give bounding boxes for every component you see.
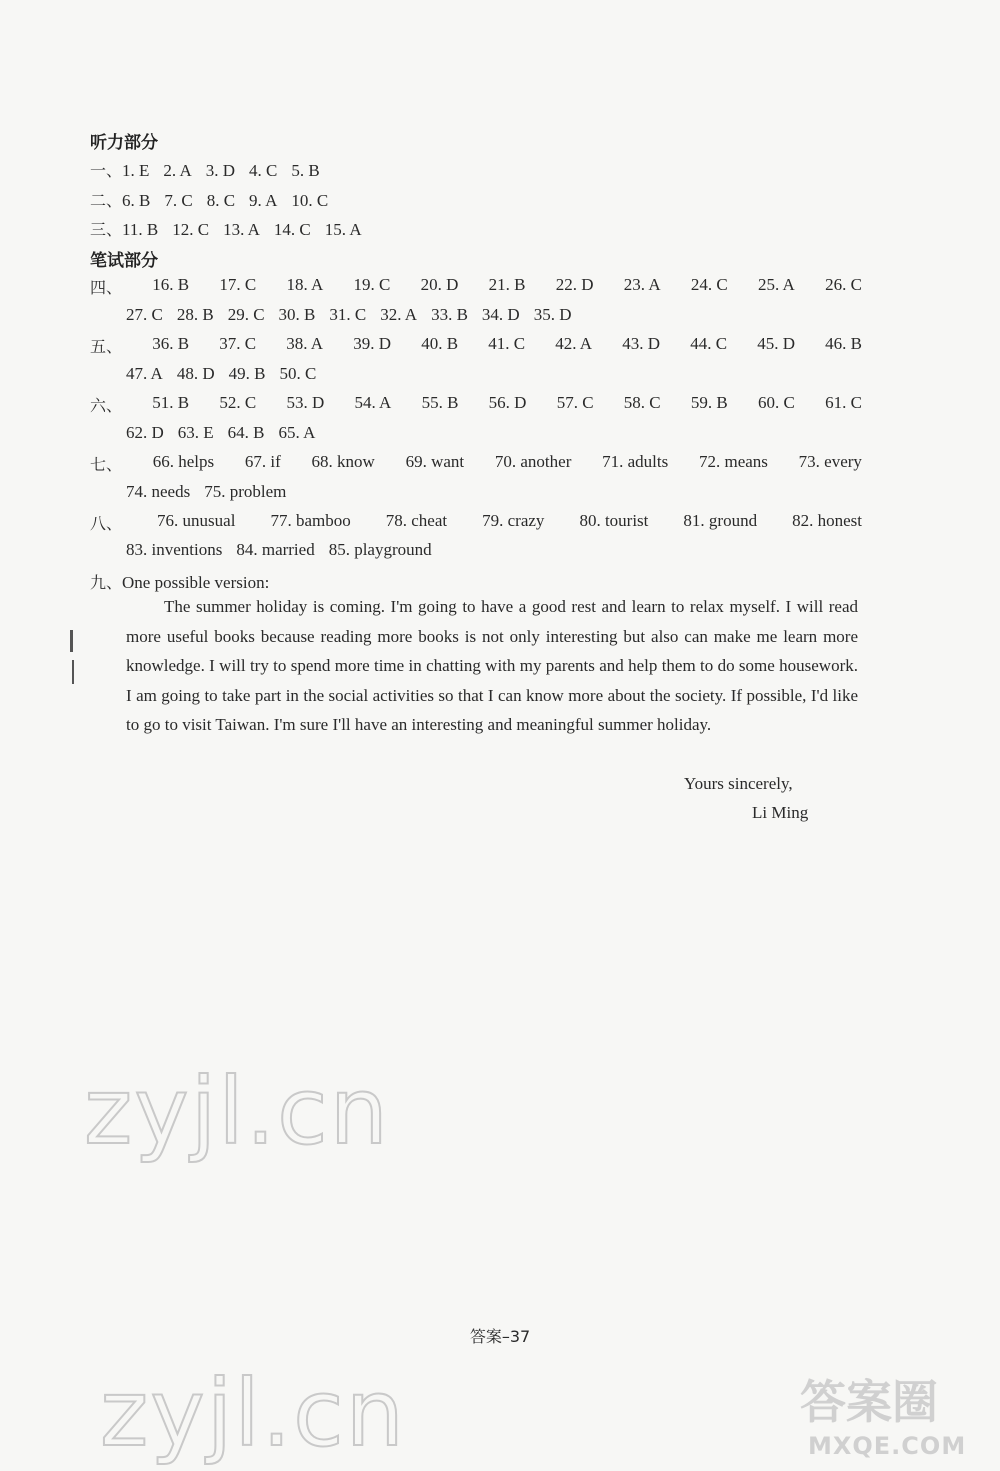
watermark-site: zyjl.cn [84, 1058, 390, 1165]
watermark-logo-url: MXQE.COM [808, 1432, 967, 1460]
watermark-logo: 答案圈 [800, 1375, 938, 1429]
margin-mark [70, 630, 73, 652]
essay-closing: Yours sincerely, [684, 774, 793, 793]
essay-signature: Li Ming [752, 803, 809, 822]
section-eight-line-2: 83. inventions 84. married 85. playground [126, 540, 432, 559]
listening-section-1: 一、1. E 2. A 3. D 4. C 5. B [90, 161, 320, 180]
written-heading: 笔试部分 [90, 251, 158, 271]
section-six-line-2: 62. D 63. E 64. B 65. A [126, 423, 316, 442]
section-four-line-1: 四、 16. B 17. C 18. A 19. C 20. D 21. B 22. D 23. A 24. C 25. A 26. C [90, 275, 862, 297]
section-seven-line-1: 七、 66. helps 67. if 68. know 69. want 70. another 71. adults 72. means 73. every [90, 452, 862, 474]
section-eight-line-1: 八、 76. unusual 77. bamboo 78. cheat 79. crazy 80. tourist 81. ground 82. honest [90, 511, 862, 533]
listening-heading: 听力部分 [90, 133, 158, 153]
section-seven-line-2: 74. needs 75. problem [126, 482, 287, 501]
section-six-line-1: 六、 51. B 52. C 53. D 54. A 55. B 56. D 57. C 58. C 59. B 60. C 61. C [90, 393, 862, 415]
essay-body: The summer holiday is coming. I'm going to have a good rest and learn to relax myself. I will read more useful books because reading more books is not only interesting but also can make me learn more knowledge. I will try to spend more time in chatting with my parents and help them to do some housework. I am going to take part in the social activities so that I can know more about the society. If possible, I'd like to go to visit Taiwan. I'm sure I'll have an interesting and meaningful summer holiday. [126, 597, 858, 735]
listening-section-3: 三、11. B 12. C 13. A 14. C 15. A [90, 220, 362, 239]
watermark-site: zyjl.cn [100, 1360, 406, 1467]
margin-mark [72, 660, 74, 684]
section-five-line-1: 五、 36. B 37. C 38. A 39. D 40. B 41. C 42. A 43. D 44. C 45. D 46. B [90, 334, 862, 356]
page-number: 答案–37 [469, 1327, 531, 1346]
listening-section-2: 二、6. B 7. C 8. C 9. A 10. C [90, 191, 329, 210]
section-nine-intro: 九、One possible version: [90, 573, 270, 592]
section-four-line-2: 27. C 28. B 29. C 30. B 31. C 32. A 33. B 34. D 35. D [126, 305, 572, 324]
section-five-line-2: 47. A 48. D 49. B 50. C [126, 364, 317, 383]
